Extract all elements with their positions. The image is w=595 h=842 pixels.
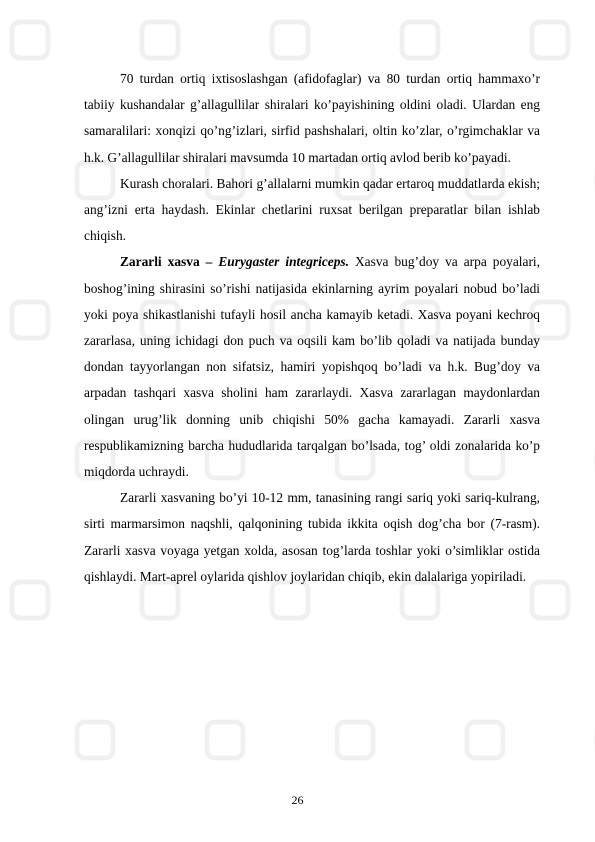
section-heading: Zararli xasva – xyxy=(120,254,219,270)
watermark-shape xyxy=(207,722,243,758)
paragraph-control-measures xyxy=(84,171,540,250)
paragraph-text: 70 turdan ortiq ixtisoslashgan (afidofaglar) va 80 turdan ortiq hammaxo’r tabiiy kushandalar g’allagullilar shiralari ko’payishining oldini oladi. Ulardan eng samaralilari: xonqizi qo’ng’izlari, sirfid pashshalari, oltin ko’zlar, o’rgimchaklar va h.k. G’allagullilar shiralari mavsumda 10 martadan ortiq avlod berib ko’payadi. xyxy=(84,71,540,165)
watermark-shape xyxy=(12,22,48,58)
watermark-shape xyxy=(77,722,113,758)
watermark-shape xyxy=(12,582,48,618)
watermark-shape xyxy=(272,22,308,58)
paragraph-natural-enemies xyxy=(84,66,540,171)
page-number: 26 xyxy=(291,793,304,807)
paragraph-bug-description xyxy=(84,485,540,590)
watermark-shape xyxy=(467,722,503,758)
watermark-shape xyxy=(402,22,438,58)
paragraph-harmful-bug xyxy=(84,249,540,485)
page-body xyxy=(84,66,540,590)
latin-name: Eurygaster integriceps. xyxy=(218,254,349,270)
watermark-shape xyxy=(12,302,48,338)
paragraph-text: Xasva bug’doy va arpa poyalari, boshog’ining shirasini so’rishi natijasida ekinlarning ayrim poyalari nobud bo’ladi yoki poya shikastlanishi tufayli hosil ancha kamayib ketadi. Xasva poyani kechroq zararlasa, uning ichidagi don puch va oqsili kam bo’lib qoladi va natijada bunday dondan tayyorlangan non sifatsiz, hamiri yopishqoq bo’ladi va h.k. Bug’doy va arpadan tashqari xasva sholini ham zararlaydi. Xasva zararlagan maydonlardan olingan urug’lik donning unib chiqishi 50% gacha kamayadi. Zararli xasva respublikamizning barcha hududlarida tarqalgan bo’lsada, tog’ oldi zonalarida ko’p miqdorda uchraydi. xyxy=(84,254,540,480)
paragraph-text: Zararli xasvaning bo’yi 10-12 mm, tanasining rangi sariq yoki sariq-kulrang, sirti marmarsimon naqshli, qalqonining tubida ikkita oqish dog’cha bor (7-rasm). Zararli xasva voyaga yetgan xolda, asosan tog’larda toshlar yoki o’simliklar ostida qishlaydi. Mart-aprel oylarida qishlov joylaridan chiqib, ekin dalalariga yopiriladi. xyxy=(84,490,540,584)
watermark-shape xyxy=(337,722,373,758)
paragraph-text: Kurash choralari. Bahori g’allalarni mumkin qadar ertaroq muddatlarda ekish; ang’izni erta haydash. Ekinlar chetlarini ruxsat berilgan preparatlar bilan ishlab chiqish. xyxy=(84,175,540,244)
watermark-shape xyxy=(532,22,568,58)
watermark-shape xyxy=(142,22,178,58)
